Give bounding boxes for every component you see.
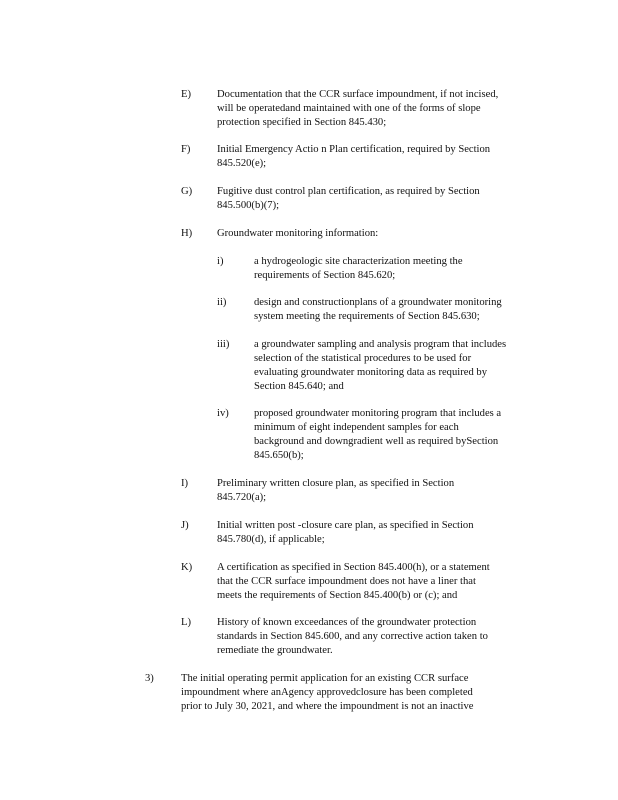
text-line: protection specified in Section 845.430; bbox=[217, 117, 387, 128]
item-text bbox=[217, 185, 480, 213]
text-line: A certification as specified in Section 845.400(h), or a statement bbox=[217, 562, 490, 573]
text-line: will be operatedand maintained with one of the forms of slope bbox=[217, 103, 481, 114]
item-marker: I) bbox=[181, 478, 189, 489]
text-line: system meeting the requirements of Section 845.630; bbox=[254, 311, 480, 322]
text-line: 845.500(b)(7); bbox=[217, 200, 280, 211]
text-line: Fugitive dust control plan certification, as required by Section bbox=[217, 186, 480, 197]
item-text bbox=[254, 296, 502, 324]
item-text bbox=[217, 477, 454, 505]
text-line: a hydrogeologic site characterization meeting the bbox=[254, 256, 463, 267]
text-line: 845.520(e); bbox=[217, 158, 267, 169]
item-marker: iii) bbox=[217, 339, 230, 350]
text-line: 845.780(d), if applicable; bbox=[217, 534, 325, 545]
item-marker: J) bbox=[181, 520, 189, 531]
text-line: remediate the groundwater. bbox=[217, 645, 333, 656]
text-line: a groundwater sampling and analysis program that includes bbox=[254, 339, 507, 350]
text-line: Section 845.640; and bbox=[254, 381, 344, 392]
item-text bbox=[217, 143, 490, 171]
text-line: Initial Emergency Actio n Plan certification, required by Section bbox=[217, 144, 491, 155]
text-line: that the CCR surface impoundment does not have a liner that bbox=[217, 576, 476, 587]
text-line: History of known exceedances of the groundwater protection bbox=[217, 617, 477, 628]
text-line: 845.720(a); bbox=[217, 492, 267, 503]
text-line: Documentation that the CCR surface impoundment, if not incised, bbox=[217, 89, 499, 100]
text-line: requirements of Section 845.620; bbox=[254, 270, 396, 281]
item-marker: 3) bbox=[145, 673, 154, 684]
text-line: impoundment where anAgency approvedclosure has been completed bbox=[181, 687, 473, 698]
text-line: background and downgradient well as required bySection bbox=[254, 436, 499, 447]
text-line: 845.650(b); bbox=[254, 450, 304, 461]
text-line: The initial operating permit application for an existing CCR surface bbox=[181, 673, 469, 684]
item-marker: iv) bbox=[217, 408, 229, 419]
item-text bbox=[217, 616, 488, 658]
text-line: prior to July 30, 2021, and where the impoundment is not an inactive bbox=[181, 701, 474, 712]
item-marker: E) bbox=[181, 89, 191, 100]
item-marker: i) bbox=[217, 256, 224, 267]
text-line: Preliminary written closure plan, as specified in Section bbox=[217, 478, 455, 489]
item-marker: L) bbox=[181, 617, 191, 628]
item-text bbox=[217, 227, 378, 241]
item-text bbox=[254, 255, 463, 283]
item-text bbox=[181, 672, 473, 714]
item-marker: K) bbox=[181, 562, 193, 573]
item-text bbox=[217, 561, 490, 603]
text-line: Groundwater monitoring information: bbox=[217, 228, 379, 239]
text-line: design and constructionplans of a groundwater monitoring bbox=[254, 297, 502, 308]
text-line: standards in Section 845.600, and any corrective action taken to bbox=[217, 631, 488, 642]
item-marker: G) bbox=[181, 186, 193, 197]
item-text bbox=[254, 407, 501, 463]
text-line: selection of the statistical procedures to be used for bbox=[254, 353, 472, 364]
item-text bbox=[254, 338, 506, 394]
item-marker: F) bbox=[181, 144, 191, 155]
text-line: minimum of eight independent samples for each bbox=[254, 422, 459, 433]
item-marker: H) bbox=[181, 228, 193, 239]
item-text bbox=[217, 88, 498, 130]
item-text bbox=[217, 519, 474, 547]
text-line: Initial written post -closure care plan, as specified in Section bbox=[217, 520, 474, 531]
item-marker: ii) bbox=[217, 297, 227, 308]
text-line: evaluating groundwater monitoring data as required by bbox=[254, 367, 487, 378]
text-line: proposed groundwater monitoring program that includes a bbox=[254, 408, 502, 419]
text-line: meets the requirements of Section 845.400(b) or (c); and bbox=[217, 590, 458, 601]
